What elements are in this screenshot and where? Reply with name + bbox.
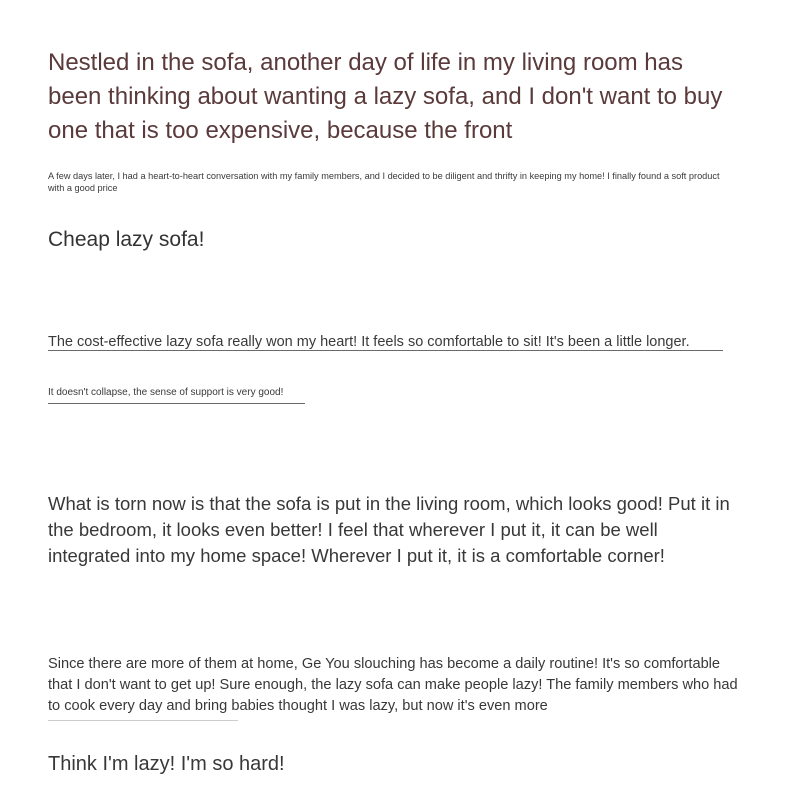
underline-divider	[48, 350, 723, 351]
subheading: Cheap lazy sofa!	[48, 228, 205, 251]
underlined-line: The cost-effective lazy sofa really won my heart! It feels so comfortable to sit! It's been a little longer.	[48, 334, 690, 350]
underline-divider	[48, 403, 305, 404]
paragraph-placement: What is torn now is that the sofa is put in the living room, which looks good! Put it in the bedroom, it looks even better! I feel that wherever I put it, it can be well integrated into my home space! Wherever I put it, it is a comfortable corner!	[48, 493, 730, 566]
underline-divider	[48, 720, 238, 721]
paragraph-routine: Since there are more of them at home, Ge You slouching has become a daily routine! It's so comfortable that I don't want to get up! Sure enough, the lazy sofa can make people lazy! The family members who had to cook every day and bring babies thought I was lazy, but now it's even more	[48, 656, 738, 714]
tiny-note: It doesn't collapse, the sense of support is very good!	[48, 387, 284, 398]
closing-line: Think I'm lazy! I'm so hard!	[48, 753, 285, 775]
heading: Nestled in the sofa, another day of life in my living room has been thinking about wanting a lazy sofa, and I don't want to buy one that is too expensive, because the front	[48, 49, 723, 144]
small-note: A few days later, I had a heart-to-heart conversation with my family members, and I decided to be diligent and thrifty in keeping my home! I finally found a soft product with a good price	[48, 171, 720, 193]
